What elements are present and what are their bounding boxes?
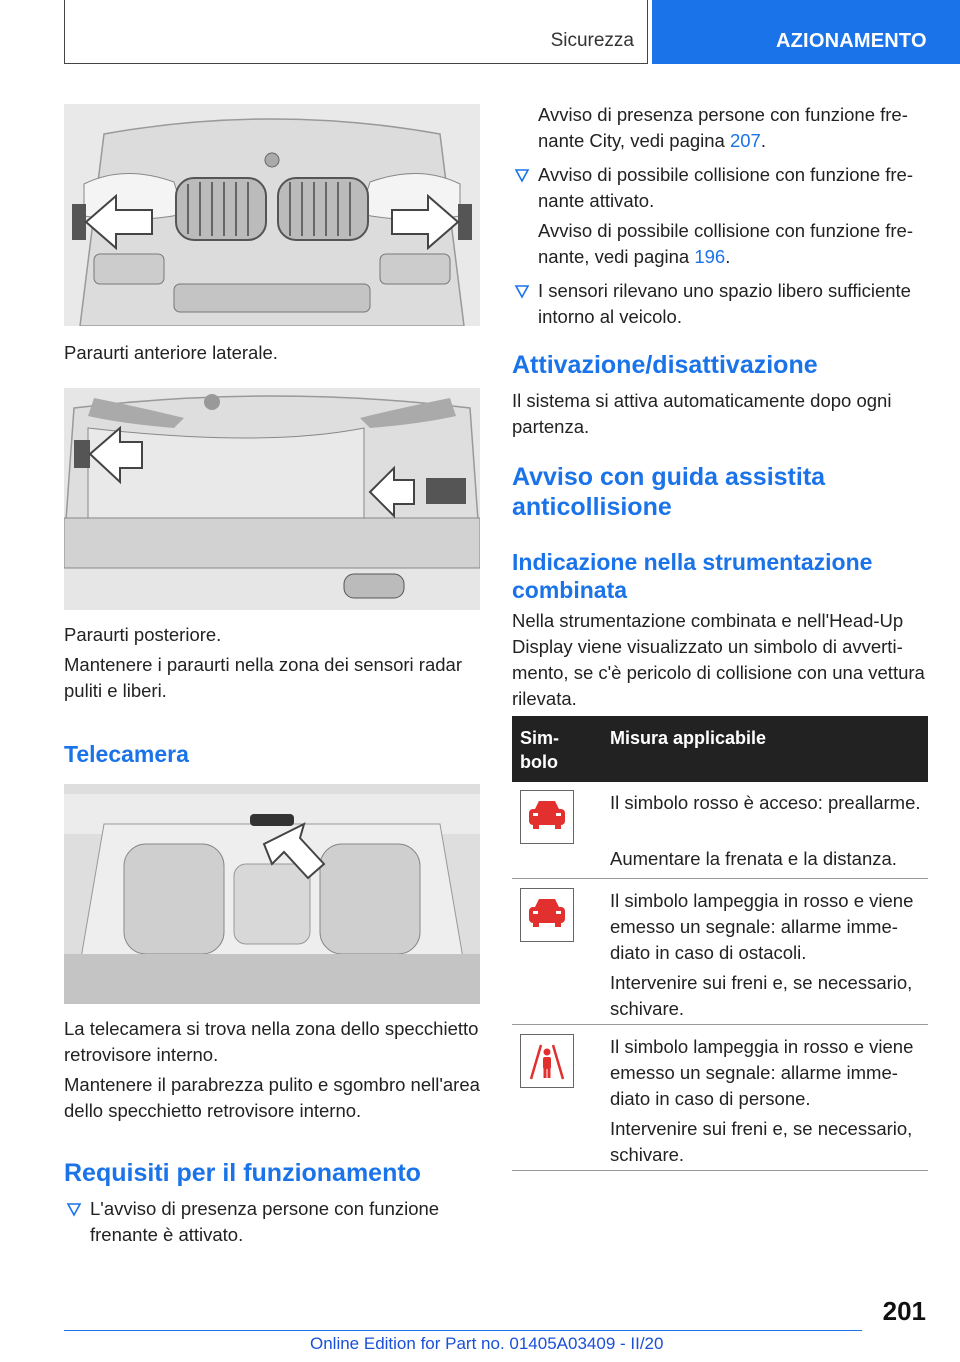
table-header-action: Misura applicabile [610,728,767,748]
heading-requisiti: Requisiti per il funzionamento [64,1159,421,1187]
triangle-bullet-icon [512,168,532,184]
row3-text-a: Il simbolo lampeggia in rosso e viene emesso un segnale: allarme immediato in caso di persone. [610,1036,914,1109]
paragraph-camera-clean: Mantenere il parabrezza pulito e sgombro nell'area dello specchietto retrovisore interno. [64,1074,480,1121]
list-text-req3: I sensori rilevano uno spazio libero sufficiente intorno al veicolo. [538,280,911,327]
caption-front-bumper: Paraurti anteriore laterale. [64,342,278,363]
table-row-divider [512,878,928,879]
text-req2-cont: Avviso di possibile collisione con funzione frenante, vedi pagina [538,220,914,267]
list-item-req1 [64,1196,480,1252]
table-row-divider [512,1024,928,1025]
triangle-bullet-icon [64,1202,84,1218]
list-text-req2: Avviso di possibile collisione con funzione frenante attivato. [538,164,914,211]
heading-indicazione-line1: Indicazione nella strumentazione [512,549,873,575]
header-section-label: Sicurezza [550,30,634,51]
paragraph-req2-cont: Avviso di possibile collisione con funzione frenante, vedi pagina 196. [538,220,914,267]
car-warning-flashing-icon [520,888,574,942]
paragraph-req1-cont: Avviso di presenza persone con funzione frenante City, vedi pagina 207. [538,104,908,151]
caption-rear-bumper: Paraurti posteriore. [64,624,222,645]
table-header [512,716,928,782]
page-number: 201 [882,1296,926,1326]
header-chapter-tab: AZIONAMENTO [652,0,960,64]
table-row-divider [512,1170,928,1171]
heading-attivazione: Attivazione/disattivazione [512,351,818,379]
triangle-bullet-icon [512,284,532,300]
table-header-symbol-l2: bolo [520,752,558,772]
heading-avviso-line1: Avviso con guida assistita [512,463,826,491]
footer-rule [64,1330,862,1331]
figure-rear-bumper [64,388,480,610]
paragraph-keep-clean: Mantenere i paraurti nella zona dei sensori radar puliti e liberi. [64,654,462,701]
row2-text-b: Intervenire sui freni e, se necessario, schivare. [610,972,913,1019]
row2-text-a: Il simbolo lampeggia in rosso e viene emesso un segnale: allarme immediato in caso di ostacoli. [610,890,914,963]
figure-interior-camera [64,784,480,1004]
table-header-symbol-l1: Sim- [520,728,560,748]
paragraph-activation: Il sistema si attiva automaticamente dopo ogni partenza. [512,390,892,437]
heading-indicazione-line2: combinata [512,577,628,603]
link-page-196[interactable]: 196 [694,246,726,267]
row1-text-b: Aumentare la frenata e la distanza. [610,848,897,869]
pedestrian-warning-icon [520,1034,574,1088]
link-page-207[interactable]: 207 [729,130,761,151]
paragraph-indication: Nella strumentazione combinata e nell'Head-Up Display viene visualizzato un simbolo di avvertimento, se c'è pericolo di collisione con una vettura rilevata. [512,610,925,709]
heading-avviso-line2: anticollisione [512,493,672,521]
list-text-req1: L'avviso di presenza persone con funzione frenante è attivato. [90,1198,440,1245]
text-req1-cont: Avviso di presenza persone con funzione frenante City, vedi pagina [538,104,908,151]
footer-edition: Online Edition for Part no. 01405A03409 - II/20 [310,1334,664,1353]
figure-front-bumper [64,104,480,326]
car-warning-icon [520,790,574,844]
list-item-req2 [512,162,928,218]
list-item-req3 [512,278,928,334]
row1-text-a: Il simbolo rosso è acceso: preallarme. [610,792,921,813]
paragraph-camera-location: La telecamera si trova nella zona dello specchietto retrovisore interno. [64,1018,479,1065]
row3-text-b: Intervenire sui freni e, se necessario, schivare. [610,1118,913,1165]
heading-telecamera: Telecamera [64,741,189,767]
